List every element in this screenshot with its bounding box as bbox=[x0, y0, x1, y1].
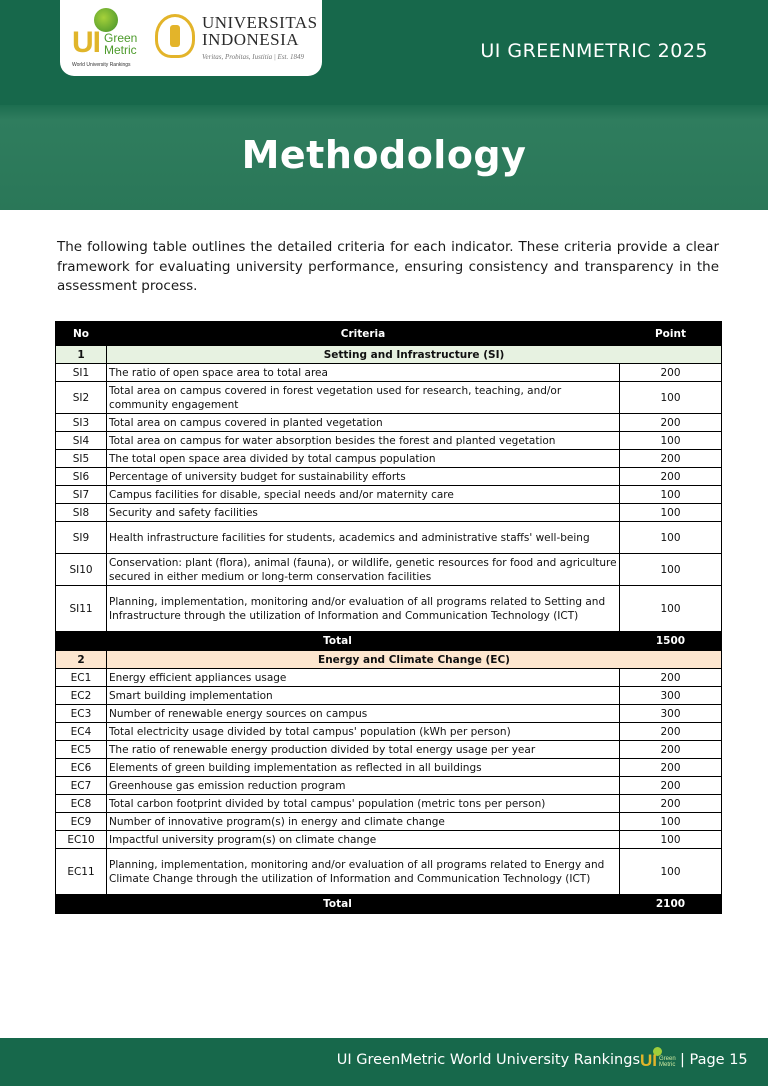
table-row bbox=[56, 486, 722, 504]
table-row bbox=[56, 468, 722, 486]
ui-wordmark-line2: INDONESIA bbox=[202, 30, 300, 49]
row-criteria: Campus facilities for disable, special needs and/or maternity care bbox=[107, 486, 620, 504]
row-point: 200 bbox=[620, 741, 722, 759]
page-header bbox=[0, 0, 768, 210]
table-row bbox=[56, 522, 722, 554]
row-criteria: Greenhouse gas emission reduction program bbox=[107, 777, 620, 795]
row-criteria: Planning, implementation, monitoring and/or evaluation of all programs related to Setting and Infrastructure through the utilization of Information and Communication Technology (ICT) bbox=[107, 586, 620, 632]
greenmetric-logo-green: Green bbox=[104, 31, 138, 45]
header-no: No bbox=[56, 322, 107, 346]
total-row-ec bbox=[56, 895, 722, 914]
footer-title: UI GreenMetric World University Rankings bbox=[336, 1052, 640, 1068]
row-no: SI7 bbox=[56, 486, 107, 504]
row-no: SI2 bbox=[56, 382, 107, 414]
row-point: 200 bbox=[620, 723, 722, 741]
ui-wordmark-line1: UNIVERSITAS bbox=[202, 13, 318, 32]
row-no: EC9 bbox=[56, 813, 107, 831]
row-point: 100 bbox=[620, 486, 722, 504]
row-no: SI10 bbox=[56, 554, 107, 586]
row-point: 200 bbox=[620, 795, 722, 813]
row-criteria: Total area on campus covered in planted vegetation bbox=[107, 414, 620, 432]
table-row bbox=[56, 450, 722, 468]
footer-logo-green: Green bbox=[659, 1056, 676, 1062]
table-row bbox=[56, 669, 722, 687]
greenmetric-logo-ui: UI bbox=[72, 26, 100, 59]
header-point: Point bbox=[620, 322, 722, 346]
row-criteria: Smart building implementation bbox=[107, 687, 620, 705]
row-no: SI9 bbox=[56, 522, 107, 554]
row-point: 200 bbox=[620, 364, 722, 382]
row-no: SI5 bbox=[56, 450, 107, 468]
table-row bbox=[56, 831, 722, 849]
report-title: UI GREENMETRIC 2025 bbox=[480, 40, 708, 62]
footer-greenmetric-logo bbox=[640, 1047, 674, 1075]
criteria-table bbox=[55, 321, 722, 914]
table-row bbox=[56, 414, 722, 432]
greenmetric-logo-wordmark bbox=[104, 32, 137, 56]
row-no: EC4 bbox=[56, 723, 107, 741]
page-footer bbox=[0, 1038, 768, 1086]
table-row bbox=[56, 759, 722, 777]
row-criteria: Health infrastructure facilities for students, academics and administrative staffs' well-being bbox=[107, 522, 620, 554]
total-label: Total bbox=[56, 895, 620, 914]
row-no: EC11 bbox=[56, 849, 107, 895]
row-no: EC10 bbox=[56, 831, 107, 849]
total-label: Total bbox=[56, 632, 620, 651]
row-criteria: Impactful university program(s) on climate change bbox=[107, 831, 620, 849]
greenmetric-logo-subtitle: World University Rankings bbox=[72, 62, 131, 68]
total-value: 2100 bbox=[620, 895, 722, 914]
row-point: 100 bbox=[620, 831, 722, 849]
row-no: EC7 bbox=[56, 777, 107, 795]
row-point: 100 bbox=[620, 382, 722, 414]
table-row bbox=[56, 723, 722, 741]
row-point: 200 bbox=[620, 777, 722, 795]
section-no: 2 bbox=[56, 651, 107, 669]
table-row bbox=[56, 504, 722, 522]
row-no: EC1 bbox=[56, 669, 107, 687]
greenmetric-logo-metric: Metric bbox=[104, 43, 137, 57]
row-point: 200 bbox=[620, 669, 722, 687]
row-point: 300 bbox=[620, 687, 722, 705]
row-criteria: Number of innovative program(s) in energy and climate change bbox=[107, 813, 620, 831]
logo-card bbox=[60, 0, 322, 76]
section-title: Setting and Infrastructure (SI) bbox=[107, 346, 722, 364]
row-criteria: Planning, implementation, monitoring and/or evaluation of all programs related to Energy and Climate Change through the utilization of Information and Communication Technology (ICT) bbox=[107, 849, 620, 895]
table-row bbox=[56, 741, 722, 759]
table-row bbox=[56, 382, 722, 414]
row-criteria: The ratio of renewable energy production divided by total energy usage per year bbox=[107, 741, 620, 759]
table-row bbox=[56, 705, 722, 723]
row-criteria: Energy efficient appliances usage bbox=[107, 669, 620, 687]
ui-motto: Veritas, Probitas, Iustitia | Est. 1849 bbox=[202, 53, 305, 61]
section-no: 1 bbox=[56, 346, 107, 364]
row-criteria: Total electricity usage divided by total campus' population (kWh per person) bbox=[107, 723, 620, 741]
row-point: 200 bbox=[620, 468, 722, 486]
row-criteria: The ratio of open space area to total area bbox=[107, 364, 620, 382]
row-point: 100 bbox=[620, 849, 722, 895]
page-title: Methodology bbox=[241, 133, 527, 177]
table-row bbox=[56, 687, 722, 705]
row-no: SI4 bbox=[56, 432, 107, 450]
row-no: SI3 bbox=[56, 414, 107, 432]
row-point: 200 bbox=[620, 414, 722, 432]
row-point: 300 bbox=[620, 705, 722, 723]
section-title: Energy and Climate Change (EC) bbox=[107, 651, 722, 669]
footer-logo-ui: UI bbox=[640, 1051, 657, 1070]
table-body bbox=[56, 346, 722, 914]
row-point: 100 bbox=[620, 586, 722, 632]
row-no: EC5 bbox=[56, 741, 107, 759]
row-no: EC6 bbox=[56, 759, 107, 777]
row-no: SI8 bbox=[56, 504, 107, 522]
row-criteria: Total area on campus for water absorption besides the forest and planted vegetation bbox=[107, 432, 620, 450]
row-criteria: Conservation: plant (flora), animal (fauna), or wildlife, genetic resources for food and agriculture secured in either medium or long-term conservation facilities bbox=[107, 554, 620, 586]
page-number: | Page 15 bbox=[680, 1052, 748, 1068]
table-header-row bbox=[56, 322, 722, 346]
row-no: SI11 bbox=[56, 586, 107, 632]
row-criteria: Percentage of university budget for sustainability efforts bbox=[107, 468, 620, 486]
section-row-si bbox=[56, 346, 722, 364]
table-row bbox=[56, 849, 722, 895]
row-point: 100 bbox=[620, 504, 722, 522]
row-criteria: The total open space area divided by total campus population bbox=[107, 450, 620, 468]
row-point: 200 bbox=[620, 450, 722, 468]
section-row-ec bbox=[56, 651, 722, 669]
row-point: 100 bbox=[620, 432, 722, 450]
header-criteria: Criteria bbox=[107, 322, 620, 346]
greenmetric-logo bbox=[70, 6, 150, 68]
table-row bbox=[56, 364, 722, 382]
table-row bbox=[56, 586, 722, 632]
table-row bbox=[56, 795, 722, 813]
row-no: EC3 bbox=[56, 705, 107, 723]
row-point: 100 bbox=[620, 522, 722, 554]
makara-emblem-icon bbox=[155, 14, 195, 58]
row-criteria: Total carbon footprint divided by total campus' population (metric tons per person) bbox=[107, 795, 620, 813]
total-value: 1500 bbox=[620, 632, 722, 651]
intro-paragraph: The following table outlines the detailed criteria for each indicator. These criteria provide a clear framework for evaluating university performance, ensuring consistency and transparency in the assessment process. bbox=[57, 239, 719, 294]
row-criteria: Elements of green building implementation as reflected in all buildings bbox=[107, 759, 620, 777]
universitas-indonesia-wordmark bbox=[202, 14, 318, 48]
table-row bbox=[56, 813, 722, 831]
row-point: 200 bbox=[620, 759, 722, 777]
row-no: EC2 bbox=[56, 687, 107, 705]
footer-logo-wordmark bbox=[659, 1056, 676, 1068]
row-point: 100 bbox=[620, 554, 722, 586]
table-row bbox=[56, 777, 722, 795]
row-criteria: Security and safety facilities bbox=[107, 504, 620, 522]
row-point: 100 bbox=[620, 813, 722, 831]
table-row bbox=[56, 554, 722, 586]
row-criteria: Total area on campus covered in forest vegetation used for research, teaching, and/or community engagement bbox=[107, 382, 620, 414]
row-no: EC8 bbox=[56, 795, 107, 813]
footer-logo-metric: Metric bbox=[659, 1062, 676, 1068]
row-no: SI6 bbox=[56, 468, 107, 486]
total-row-si bbox=[56, 632, 722, 651]
row-criteria: Number of renewable energy sources on campus bbox=[107, 705, 620, 723]
row-no: SI1 bbox=[56, 364, 107, 382]
table-row bbox=[56, 432, 722, 450]
